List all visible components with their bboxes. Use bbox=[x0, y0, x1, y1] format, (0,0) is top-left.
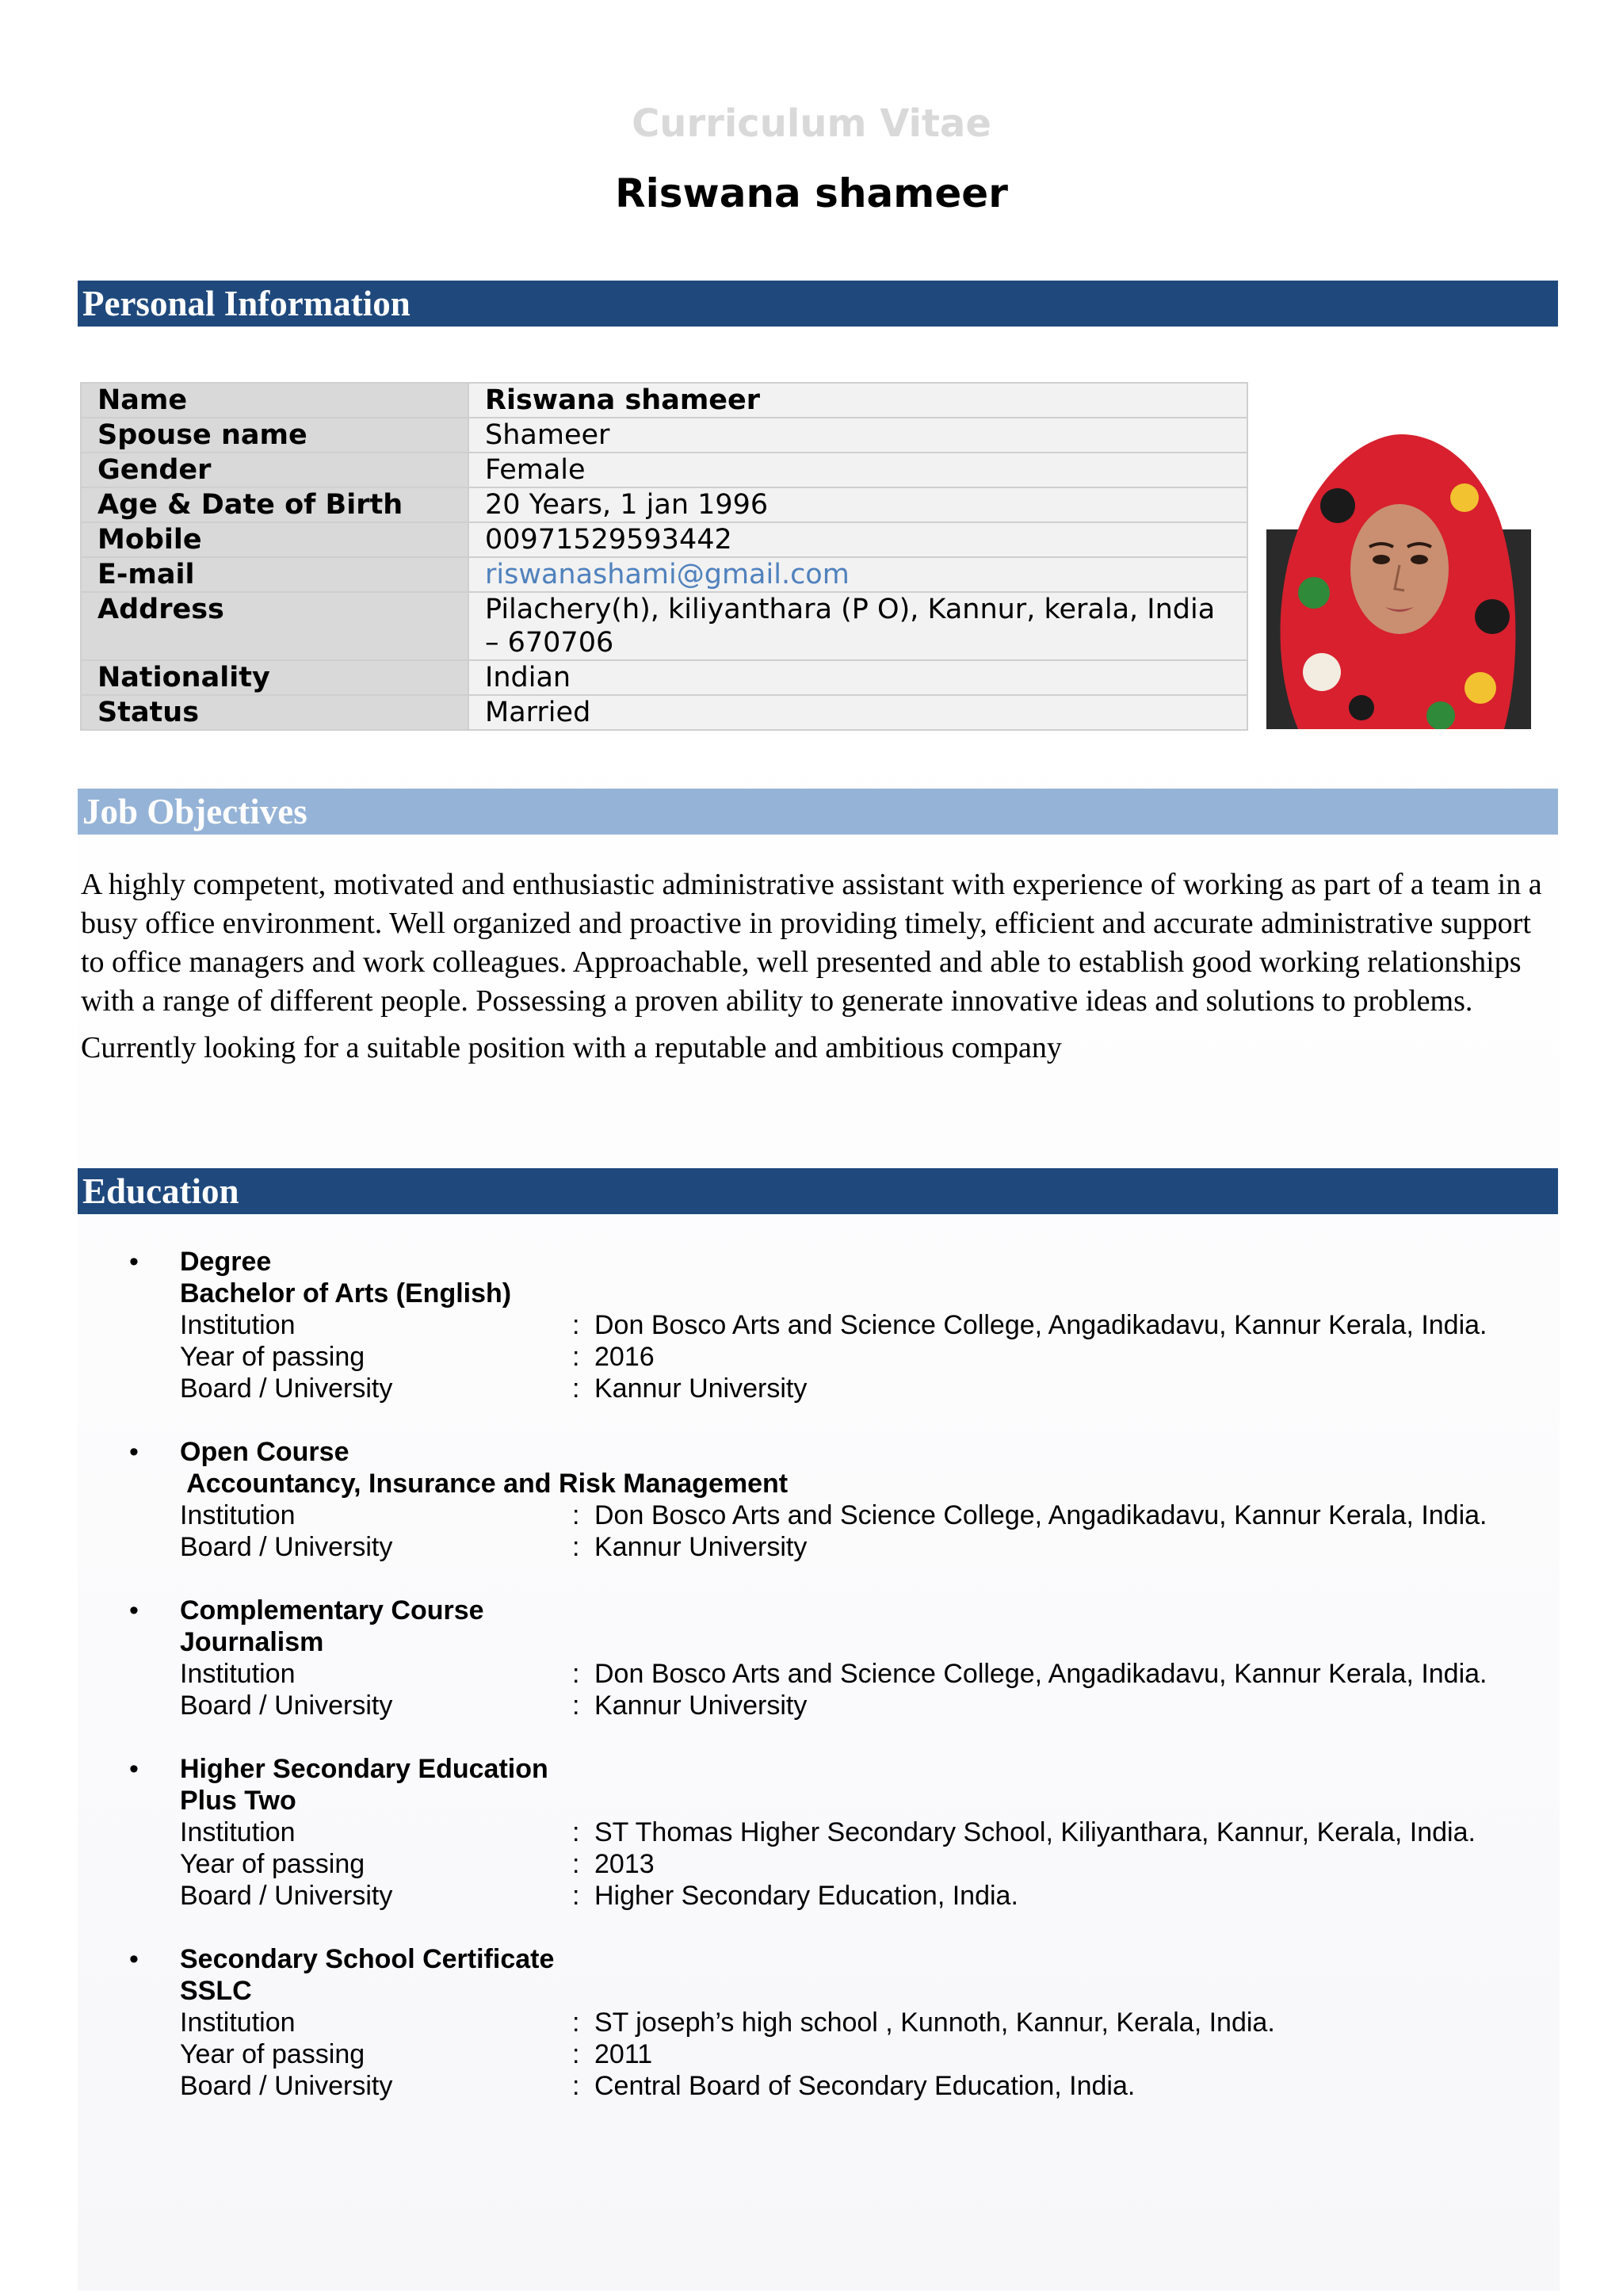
section-header-job-objectives: Job Objectives bbox=[78, 789, 1558, 835]
field-value: Pilachery(h), kiliyanthara (P O), Kannur, kerala, India – 670706 bbox=[468, 592, 1247, 660]
candidate-name-title: Riswana shameer bbox=[615, 170, 1008, 216]
bullet-icon: • bbox=[129, 1247, 139, 1277]
education-row bbox=[180, 1373, 1623, 1404]
row-value: Kannur University bbox=[594, 1690, 808, 1721]
bullet-icon: • bbox=[129, 1754, 139, 1784]
row-value: 2016 bbox=[594, 1342, 655, 1372]
table-row bbox=[81, 522, 1247, 557]
email-link[interactable]: riswanashami@gmail.com bbox=[485, 559, 850, 590]
field-label: Nationality bbox=[81, 660, 468, 695]
row-value: Kannur University bbox=[594, 1373, 808, 1404]
row-colon: : bbox=[572, 1373, 580, 1404]
row-colon: : bbox=[572, 1310, 580, 1340]
row-colon: : bbox=[572, 1690, 580, 1721]
row-value: ST Thomas Higher Secondary School, Kiliyanthara, Kannur, Kerala, India. bbox=[594, 1817, 1476, 1847]
row-label: Institution bbox=[180, 1817, 296, 1847]
table-row bbox=[81, 383, 1247, 418]
table-row bbox=[81, 557, 1247, 592]
field-label: Mobile bbox=[81, 522, 468, 557]
bullet-icon: • bbox=[129, 1595, 139, 1626]
row-label: Board / University bbox=[180, 1373, 393, 1404]
row-colon: : bbox=[572, 1849, 580, 1879]
row-value: Kannur University bbox=[594, 1532, 808, 1562]
field-label: Name bbox=[81, 383, 468, 418]
row-label: Board / University bbox=[180, 1532, 393, 1562]
education-title: Degree bbox=[180, 1247, 272, 1277]
education-subtitle: Plus Two bbox=[180, 1786, 296, 1816]
row-value: Don Bosco Arts and Science College, Angadikadavu, Kannur Kerala, India. bbox=[594, 1659, 1487, 1689]
education-subtitle: Journalism bbox=[180, 1627, 324, 1657]
row-colon: : bbox=[572, 1881, 580, 1911]
row-label: Institution bbox=[180, 1659, 296, 1689]
objective-paragraph: A highly competent, motivated and enthusiastic administrative assistant with experience of working as part of a team in a busy office environment. Well organized and proactive in providing timely, efficient and accurate administrative support to office managers and work colleagues. Approachable, well presented and able to establish good working relationships with a range of different people. Possessing a proven ability to generate innovative ideas and solutions to problems. bbox=[81, 868, 1542, 1018]
education-item bbox=[0, 1436, 1623, 1563]
field-value: 20 Years, 1 jan 1996 bbox=[468, 487, 1247, 522]
field-value bbox=[468, 557, 1247, 592]
education-subtitle: SSLC bbox=[180, 1976, 252, 2006]
table-row bbox=[81, 418, 1247, 453]
row-colon: : bbox=[572, 2039, 580, 2069]
row-value: Central Board of Secondary Education, India. bbox=[594, 2071, 1136, 2101]
profile-photo bbox=[1266, 434, 1531, 729]
education-list bbox=[0, 1246, 1623, 2134]
objective-text bbox=[81, 865, 1560, 1068]
personal-info-table bbox=[80, 382, 1248, 731]
row-colon: : bbox=[572, 2071, 580, 2101]
field-value: Shameer bbox=[468, 418, 1247, 453]
row-value: ST joseph’s high school , Kunnoth, Kannur, Kerala, India. bbox=[594, 2008, 1275, 2038]
row-value: 2013 bbox=[594, 1849, 655, 1879]
table-row bbox=[81, 660, 1247, 695]
field-label: Status bbox=[81, 695, 468, 730]
row-colon: : bbox=[572, 1342, 580, 1372]
row-label: Institution bbox=[180, 1500, 296, 1530]
row-colon: : bbox=[572, 1532, 580, 1562]
field-label: Spouse name bbox=[81, 418, 468, 453]
education-title: Higher Secondary Education bbox=[180, 1754, 548, 1784]
bullet-icon: • bbox=[129, 1437, 139, 1467]
row-label: Year of passing bbox=[180, 2039, 365, 2069]
row-label: Board / University bbox=[180, 1690, 393, 1721]
education-item bbox=[0, 1246, 1623, 1404]
row-colon: : bbox=[572, 1659, 580, 1689]
field-label: Gender bbox=[81, 453, 468, 487]
row-colon: : bbox=[572, 1817, 580, 1847]
education-row bbox=[180, 1848, 1623, 1880]
field-label: E-mail bbox=[81, 557, 468, 592]
document-label: Curriculum Vitae bbox=[632, 101, 991, 146]
field-value: Female bbox=[468, 453, 1247, 487]
objective-paragraph: Currently looking for a suitable position with a reputable and ambitious company bbox=[81, 1031, 1062, 1064]
row-value: Don Bosco Arts and Science College, Angadikadavu, Kannur Kerala, India. bbox=[594, 1310, 1487, 1340]
education-title: Open Course bbox=[180, 1437, 349, 1467]
table-row bbox=[81, 487, 1247, 522]
row-colon: : bbox=[572, 2008, 580, 2038]
table-row bbox=[81, 453, 1247, 487]
education-row bbox=[180, 2007, 1623, 2038]
education-title: Complementary Course bbox=[180, 1595, 484, 1626]
row-value: Higher Secondary Education, India. bbox=[594, 1881, 1018, 1911]
field-value: Riswana shameer bbox=[468, 383, 1247, 418]
row-label: Year of passing bbox=[180, 1849, 365, 1879]
education-subtitle: Accountancy, Insurance and Risk Management bbox=[180, 1469, 789, 1499]
bullet-icon: • bbox=[129, 1944, 139, 1974]
row-label: Institution bbox=[180, 1310, 296, 1340]
field-label: Age & Date of Birth bbox=[81, 487, 468, 522]
row-value: Don Bosco Arts and Science College, Angadikadavu, Kannur Kerala, India. bbox=[594, 1500, 1487, 1530]
education-row bbox=[180, 1880, 1623, 1912]
education-subtitle: Bachelor of Arts (English) bbox=[180, 1278, 512, 1308]
field-value: 00971529593442 bbox=[468, 522, 1247, 557]
education-item bbox=[0, 1753, 1623, 1912]
field-value: Indian bbox=[468, 660, 1247, 695]
education-title: Secondary School Certificate bbox=[180, 1944, 555, 1974]
education-row bbox=[180, 1531, 1623, 1563]
education-row bbox=[180, 1658, 1623, 1690]
education-row bbox=[180, 1309, 1623, 1341]
education-item bbox=[0, 1943, 1623, 2102]
row-label: Board / University bbox=[180, 1881, 393, 1911]
table-row bbox=[81, 592, 1247, 660]
section-header-personal-information: Personal Information bbox=[78, 281, 1558, 327]
education-row bbox=[180, 1690, 1623, 1721]
field-value: Married bbox=[468, 695, 1247, 730]
education-row bbox=[180, 2038, 1623, 2070]
row-colon: : bbox=[572, 1500, 580, 1530]
education-row bbox=[180, 1499, 1623, 1531]
field-label: Address bbox=[81, 592, 468, 660]
section-header-education: Education bbox=[78, 1168, 1558, 1214]
education-row bbox=[180, 2070, 1623, 2102]
row-label: Board / University bbox=[180, 2071, 393, 2101]
row-label: Institution bbox=[180, 2008, 296, 2038]
education-item bbox=[0, 1595, 1623, 1721]
education-row bbox=[180, 1341, 1623, 1373]
row-value: 2011 bbox=[594, 2039, 653, 2069]
education-row bbox=[180, 1817, 1623, 1848]
table-row bbox=[81, 695, 1247, 730]
row-label: Year of passing bbox=[180, 1342, 365, 1372]
